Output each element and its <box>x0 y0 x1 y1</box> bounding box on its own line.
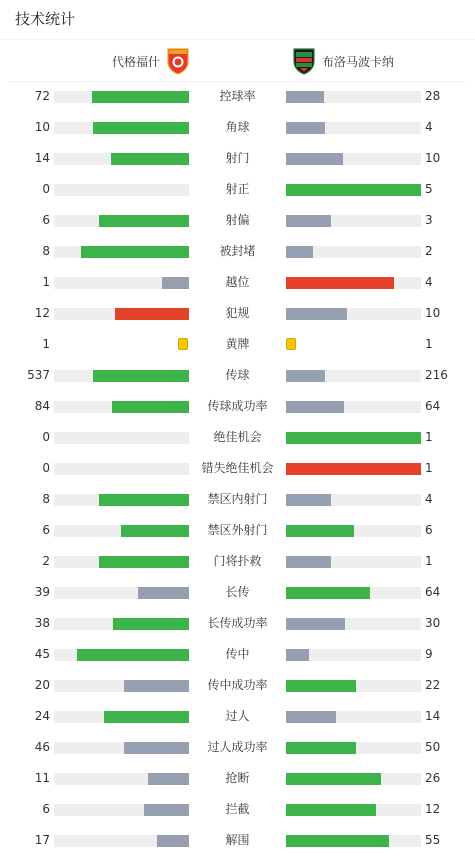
home-value: 8 <box>42 492 50 506</box>
stat-label: 拦截 <box>225 802 250 816</box>
home-value: 84 <box>34 399 50 413</box>
away-value: 30 <box>425 616 441 630</box>
away-bar-track <box>286 587 421 599</box>
home-bar <box>138 587 189 599</box>
stat-label: 射正 <box>225 182 250 196</box>
stat-label: 被封堵 <box>219 244 256 258</box>
home-value: 8 <box>42 244 50 258</box>
away-bar <box>286 215 331 227</box>
stat-label: 控球率 <box>219 89 256 103</box>
home-bar-track <box>54 246 189 258</box>
away-bar-track <box>286 215 421 227</box>
away-bar-track <box>286 153 421 165</box>
stat-row <box>0 174 475 205</box>
away-bar <box>286 91 324 103</box>
stat-label: 黄牌 <box>225 337 250 351</box>
home-bar-track <box>54 835 189 847</box>
stat-row <box>0 81 475 112</box>
away-bar-track <box>286 184 421 196</box>
away-value: 1 <box>425 461 433 475</box>
away-team-name: 布洛马波卡纳 <box>322 54 395 69</box>
home-bar <box>99 494 189 506</box>
home-value: 39 <box>34 585 50 599</box>
away-value: 22 <box>425 678 441 692</box>
home-bar-track <box>54 277 189 289</box>
home-value: 11 <box>34 771 50 785</box>
away-value: 10 <box>425 151 441 165</box>
home-bar <box>124 680 189 692</box>
away-value: 12 <box>425 802 441 816</box>
stat-label: 长传 <box>225 585 250 599</box>
away-bar <box>286 308 347 320</box>
home-bar-track <box>54 463 189 475</box>
away-bar-track <box>286 680 421 692</box>
away-bar <box>286 122 325 134</box>
away-bar-track <box>286 525 421 537</box>
home-bar <box>99 215 189 227</box>
home-bar-track <box>54 401 189 413</box>
stat-row <box>0 825 475 856</box>
away-bar <box>286 835 389 847</box>
home-value: 45 <box>34 647 50 661</box>
home-bar <box>115 308 189 320</box>
stat-label: 射偏 <box>225 213 250 227</box>
stat-label: 犯规 <box>225 306 250 320</box>
yellow-card-icon <box>178 338 188 350</box>
home-value: 0 <box>42 461 50 475</box>
yellow-card-icon <box>286 338 296 350</box>
away-value: 9 <box>425 647 433 661</box>
home-value: 46 <box>34 740 50 754</box>
home-bar <box>124 742 189 754</box>
home-bar-track <box>54 525 189 537</box>
stat-label: 传球成功率 <box>207 399 268 413</box>
home-bar-track <box>54 215 189 227</box>
stat-row <box>0 422 475 453</box>
home-bar-track <box>54 184 189 196</box>
stat-row <box>0 701 475 732</box>
stat-label: 过人 <box>225 709 250 723</box>
home-bar <box>121 525 189 537</box>
away-value: 55 <box>425 833 441 847</box>
stat-row <box>0 515 475 546</box>
stat-label: 传中 <box>225 647 250 661</box>
away-bar-track <box>286 835 421 847</box>
header-divider <box>0 39 475 40</box>
stat-label: 过人成功率 <box>207 740 268 754</box>
home-bar-track <box>54 804 189 816</box>
home-value: 38 <box>34 616 50 630</box>
away-bar <box>286 153 343 165</box>
home-value: 1 <box>42 275 50 289</box>
stat-label: 传中成功率 <box>207 678 268 692</box>
home-value: 2 <box>42 554 50 568</box>
away-value: 3 <box>425 213 433 227</box>
stat-row <box>0 112 475 143</box>
away-bar <box>286 804 376 816</box>
home-bar <box>113 618 189 630</box>
home-bar <box>157 835 189 847</box>
home-bar <box>99 556 189 568</box>
away-bar-track <box>286 773 421 785</box>
stat-label: 传球 <box>225 368 250 382</box>
home-value: 1 <box>42 337 50 351</box>
home-bar-track <box>54 649 189 661</box>
home-team-crest-icon <box>166 47 190 75</box>
away-value: 4 <box>425 120 433 134</box>
home-bar <box>162 277 189 289</box>
stat-row <box>0 391 475 422</box>
away-value: 26 <box>425 771 441 785</box>
home-bar-track <box>54 618 189 630</box>
away-bar-track <box>286 246 421 258</box>
stat-label: 门将扑救 <box>213 554 262 568</box>
stat-row <box>0 794 475 825</box>
stat-row <box>0 577 475 608</box>
home-bar <box>77 649 189 661</box>
away-bar <box>286 525 354 537</box>
stat-label: 长传成功率 <box>207 616 268 630</box>
away-bar-track <box>286 618 421 630</box>
home-value: 20 <box>34 678 50 692</box>
away-bar <box>286 649 309 661</box>
stat-row <box>0 546 475 577</box>
away-value: 216 <box>425 368 448 382</box>
home-value: 537 <box>27 368 50 382</box>
away-bar-track <box>286 401 421 413</box>
away-bar <box>286 370 325 382</box>
away-bar-track <box>286 494 421 506</box>
home-team-name: 代格福什 <box>111 54 160 69</box>
stat-row <box>0 236 475 267</box>
home-bar <box>112 401 189 413</box>
away-value: 1 <box>425 337 433 351</box>
away-bar-track <box>286 711 421 723</box>
away-value: 5 <box>425 182 433 196</box>
home-bar-track <box>54 91 189 103</box>
away-value: 10 <box>425 306 441 320</box>
home-bar <box>81 246 189 258</box>
away-value: 64 <box>425 399 441 413</box>
stat-row <box>0 267 475 298</box>
home-value: 14 <box>34 151 50 165</box>
away-value: 4 <box>425 492 433 506</box>
away-bar <box>286 618 345 630</box>
home-team[interactable] <box>112 46 190 76</box>
home-bar <box>92 91 189 103</box>
stat-label: 角球 <box>225 120 250 134</box>
stat-label: 绝佳机会 <box>213 430 262 444</box>
away-bar-track <box>286 556 421 568</box>
home-value: 6 <box>42 213 50 227</box>
away-value: 64 <box>425 585 441 599</box>
home-bar <box>104 711 189 723</box>
away-bar <box>286 587 370 599</box>
home-value: 0 <box>42 182 50 196</box>
home-bar <box>144 804 189 816</box>
home-bar <box>93 370 189 382</box>
home-value: 6 <box>42 802 50 816</box>
away-bar <box>286 277 394 289</box>
home-bar <box>111 153 189 165</box>
stat-row <box>0 360 475 391</box>
stat-row <box>0 298 475 329</box>
stat-row <box>0 670 475 701</box>
away-bar-track <box>286 463 421 475</box>
home-bar-track <box>54 742 189 754</box>
home-bar-track <box>54 556 189 568</box>
away-bar-track <box>286 742 421 754</box>
away-bar-track <box>286 649 421 661</box>
away-bar-track <box>286 308 421 320</box>
stat-label: 错失绝佳机会 <box>201 461 274 475</box>
stat-row <box>0 484 475 515</box>
away-bar <box>286 246 313 258</box>
away-bar-track <box>286 91 421 103</box>
home-bar-track <box>54 308 189 320</box>
home-bar-track <box>54 773 189 785</box>
away-bar-track <box>286 804 421 816</box>
away-bar-track <box>286 122 421 134</box>
away-bar <box>286 463 421 475</box>
home-bar-track <box>54 587 189 599</box>
away-value: 6 <box>425 523 433 537</box>
home-bar <box>148 773 189 785</box>
away-value: 14 <box>425 709 441 723</box>
away-bar <box>286 711 336 723</box>
stat-label: 越位 <box>225 275 250 289</box>
away-value: 28 <box>425 89 441 103</box>
stat-label: 禁区外射门 <box>207 523 268 537</box>
stat-row <box>0 205 475 236</box>
away-bar <box>286 401 344 413</box>
away-value: 1 <box>425 430 433 444</box>
home-value: 0 <box>42 430 50 444</box>
away-bar <box>286 184 421 196</box>
away-value: 50 <box>425 740 441 754</box>
away-bar <box>286 494 331 506</box>
home-value: 6 <box>42 523 50 537</box>
away-bar <box>286 432 421 444</box>
away-value: 1 <box>425 554 433 568</box>
stat-row <box>0 143 475 174</box>
home-bar <box>93 122 189 134</box>
stat-label: 抢断 <box>225 771 250 785</box>
away-value: 2 <box>425 244 433 258</box>
home-value: 10 <box>34 120 50 134</box>
home-bar-track <box>54 370 189 382</box>
stat-row <box>0 763 475 794</box>
away-bar-track <box>286 432 421 444</box>
stat-label: 禁区内射门 <box>207 492 268 506</box>
stat-row <box>0 453 475 484</box>
home-value: 72 <box>34 89 50 103</box>
away-team[interactable] <box>292 46 394 76</box>
stat-row <box>0 608 475 639</box>
away-bar <box>286 742 356 754</box>
home-bar-track <box>54 711 189 723</box>
away-team-crest-icon <box>292 47 316 75</box>
teams-header <box>0 46 475 80</box>
stat-label: 射门 <box>225 151 250 165</box>
home-bar-track <box>54 494 189 506</box>
away-bar-track <box>286 370 421 382</box>
away-bar <box>286 680 356 692</box>
home-value: 17 <box>34 833 50 847</box>
home-bar-track <box>54 153 189 165</box>
away-bar-track <box>286 277 421 289</box>
home-bar-track <box>54 680 189 692</box>
home-bar-track <box>54 122 189 134</box>
away-bar <box>286 556 331 568</box>
home-bar-track <box>54 432 189 444</box>
away-bar <box>286 773 381 785</box>
away-value: 4 <box>425 275 433 289</box>
stat-row <box>0 329 475 360</box>
stat-label: 解围 <box>225 833 250 847</box>
home-value: 24 <box>34 709 50 723</box>
stat-row <box>0 639 475 670</box>
stat-row <box>0 732 475 763</box>
home-value: 12 <box>34 306 50 320</box>
page-title: 技术统计 <box>15 10 76 28</box>
